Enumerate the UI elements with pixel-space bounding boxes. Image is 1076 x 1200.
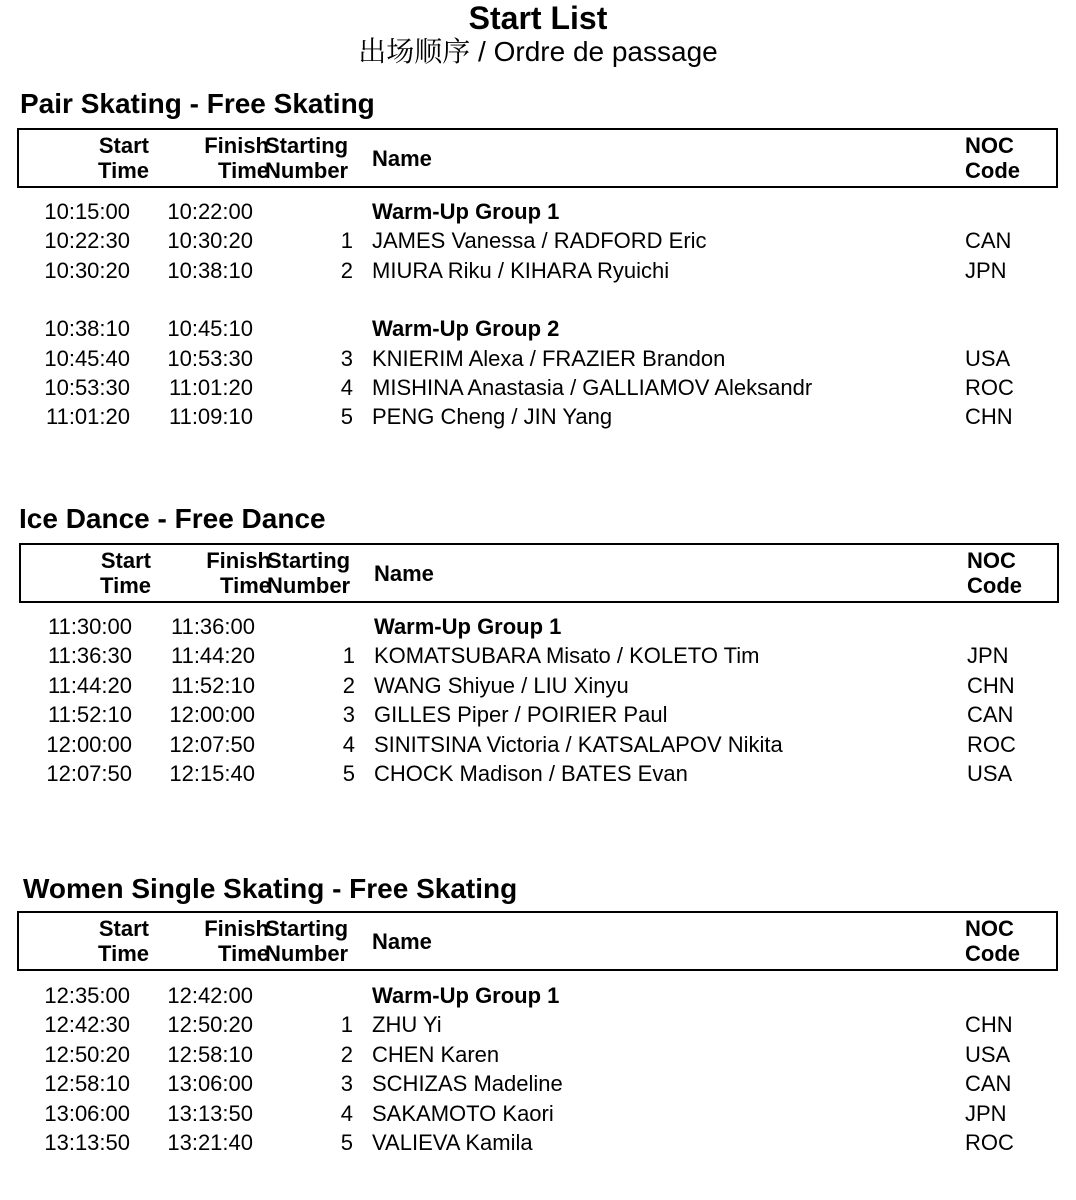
header-starting-number: Starting [267,548,351,573]
competitor-name: Warm-Up Group 1 [374,614,562,639]
competitor-name: KOMATSUBARA Misato / KOLETO Tim [374,643,760,668]
competitor-name: CHOCK Madison / BATES Evan [374,761,688,786]
noc-code: CHN [965,1012,1013,1037]
warmup-row [0,981,1076,1010]
start-time: 12:35:00 [44,983,130,1008]
finish-time: 12:50:20 [167,1012,253,1037]
header-name: Name [372,146,432,171]
header-noc-code: NOC [967,548,1016,573]
table-row [0,1010,1076,1039]
start-time: 10:30:20 [44,258,130,283]
finish-time: 12:42:00 [167,983,253,1008]
start-time: 13:06:00 [44,1101,130,1126]
header-noc-code: NOC [965,133,1014,158]
header-starting-number: Starting [265,916,349,941]
table-row [0,1099,1076,1128]
section-title: Women Single Skating - Free Skating [23,873,518,904]
starting-number: 4 [340,375,353,400]
noc-code: USA [965,1042,1011,1067]
start-time: 12:58:10 [44,1071,130,1096]
competitor-name: WANG Shiyue / LIU Xinyu [374,673,629,698]
finish-time: 10:45:10 [167,316,253,341]
header-starting-number: Number [265,158,349,183]
header-finish-time: Time [218,158,269,183]
start-time: 12:50:20 [44,1042,130,1067]
noc-code: ROC [965,1130,1014,1155]
finish-time: 11:36:00 [170,614,255,639]
competitor-name: GILLES Piper / POIRIER Paul [374,702,668,727]
header-name: Name [374,561,434,586]
start-time: 10:45:40 [44,346,130,371]
table-row [0,373,1076,402]
header-finish-time: Finish [206,548,271,573]
header-finish-time: Time [220,573,271,598]
finish-time: 11:09:10 [168,404,253,429]
starting-number: 3 [342,702,355,727]
competitor-name: JAMES Vanessa / RADFORD Eric [372,228,707,253]
table-header [19,543,1059,603]
header-name: Name [372,929,432,954]
starting-number: 5 [340,404,353,429]
start-time: 11:30:00 [47,614,132,639]
finish-time: 10:30:20 [167,228,253,253]
finish-time: 10:22:00 [167,199,253,224]
header-start-time: Start [98,916,149,941]
finish-time: 13:06:00 [167,1071,253,1096]
competitor-name: SAKAMOTO Kaori [372,1101,554,1126]
header-starting-number: Number [265,941,349,966]
finish-time: 12:15:40 [169,761,255,786]
start-time: 10:15:00 [44,199,130,224]
table-row [0,1040,1076,1069]
header-finish-time: Time [218,941,269,966]
starting-number: 1 [342,643,355,668]
start-time: 12:00:00 [46,732,132,757]
header-noc-code: Code [965,941,1020,966]
table-row [0,1128,1076,1157]
header-noc-code: Code [965,158,1020,183]
warmup-row [0,314,1076,343]
starting-number: 1 [340,1012,353,1037]
header-finish-time: Finish [204,916,269,941]
table-row [0,759,1076,788]
table-row [0,344,1076,373]
table-header [17,911,1058,971]
noc-code: USA [967,761,1013,786]
page-title: Start List [468,0,608,36]
competitor-name: MIURA Riku / KIHARA Ryuichi [372,258,670,283]
finish-time: 11:44:20 [170,643,255,668]
noc-code: JPN [967,643,1009,668]
finish-time: 11:01:20 [168,375,253,400]
page-subtitle: 出场顺序 / Ordre de passage [358,36,718,67]
header-starting-number: Starting [265,133,349,158]
competitor-name: SCHIZAS Madeline [372,1071,563,1096]
noc-code: JPN [965,258,1007,283]
start-time: 11:36:30 [47,643,132,668]
header-start-time: Time [98,941,149,966]
header-start-time: Time [98,158,149,183]
start-time: 10:38:10 [44,316,130,341]
header-starting-number: Number [267,573,351,598]
table-row [0,226,1076,255]
header-noc-code: NOC [965,916,1014,941]
finish-time: 10:38:10 [167,258,253,283]
start-time: 11:01:20 [45,404,130,429]
starting-number: 2 [342,673,355,698]
noc-code: USA [965,346,1011,371]
starting-number: 5 [342,761,355,786]
section-title: Ice Dance - Free Dance [19,503,326,534]
header-start-time: Start [98,133,149,158]
competitor-name: Warm-Up Group 1 [372,983,560,1008]
start-time: 13:13:50 [44,1130,130,1155]
starting-number: 5 [340,1130,353,1155]
start-time: 10:53:30 [44,375,130,400]
start-time: 10:22:30 [44,228,130,253]
competitor-name: ZHU Yi [372,1012,442,1037]
competitor-name: CHEN Karen [372,1042,500,1067]
finish-time: 11:52:10 [170,673,255,698]
start-time: 11:52:10 [47,702,132,727]
finish-time: 10:53:30 [167,346,253,371]
start-time: 11:44:20 [47,673,132,698]
header-noc-code: Code [967,573,1022,598]
warmup-row [0,612,1076,641]
noc-code: CAN [967,702,1014,727]
table-row [0,700,1076,729]
table-row [0,730,1076,759]
noc-code: CHN [965,404,1013,429]
finish-time: 13:13:50 [167,1101,253,1126]
warmup-row [0,197,1076,226]
start-time: 12:42:30 [44,1012,130,1037]
section-title: Pair Skating - Free Skating [20,88,375,119]
starting-number: 2 [340,258,353,283]
noc-code: CAN [965,1071,1012,1096]
competitor-name: MISHINA Anastasia / GALLIAMOV Aleksandr [372,375,813,400]
finish-time: 12:58:10 [167,1042,253,1067]
competitor-name: KNIERIM Alexa / FRAZIER Brandon [372,346,726,371]
competitor-name: VALIEVA Kamila [372,1130,533,1155]
table-row [0,1069,1076,1098]
finish-time: 12:00:00 [169,702,255,727]
table-row [0,402,1076,431]
starting-number: 4 [340,1101,353,1126]
starting-number: 3 [340,1071,353,1096]
table-row [0,671,1076,700]
table-row [0,641,1076,670]
competitor-name: SINITSINA Victoria / KATSALAPOV Nikita [374,732,783,757]
competitor-name: Warm-Up Group 1 [372,199,560,224]
competitor-name: Warm-Up Group 2 [372,316,560,341]
table-row [0,256,1076,285]
start-time: 12:07:50 [46,761,132,786]
starting-number: 1 [340,228,353,253]
header-start-time: Time [100,573,151,598]
noc-code: CAN [965,228,1012,253]
noc-code: CHN [967,673,1015,698]
noc-code: ROC [967,732,1016,757]
noc-code: JPN [965,1101,1007,1126]
starting-number: 2 [340,1042,353,1067]
table-header [17,128,1058,188]
finish-time: 12:07:50 [169,732,255,757]
noc-code: ROC [965,375,1014,400]
finish-time: 13:21:40 [167,1130,253,1155]
header-start-time: Start [100,548,151,573]
header-finish-time: Finish [204,133,269,158]
starting-number: 3 [340,346,353,371]
starting-number: 4 [342,732,355,757]
competitor-name: PENG Cheng / JIN Yang [372,404,613,429]
